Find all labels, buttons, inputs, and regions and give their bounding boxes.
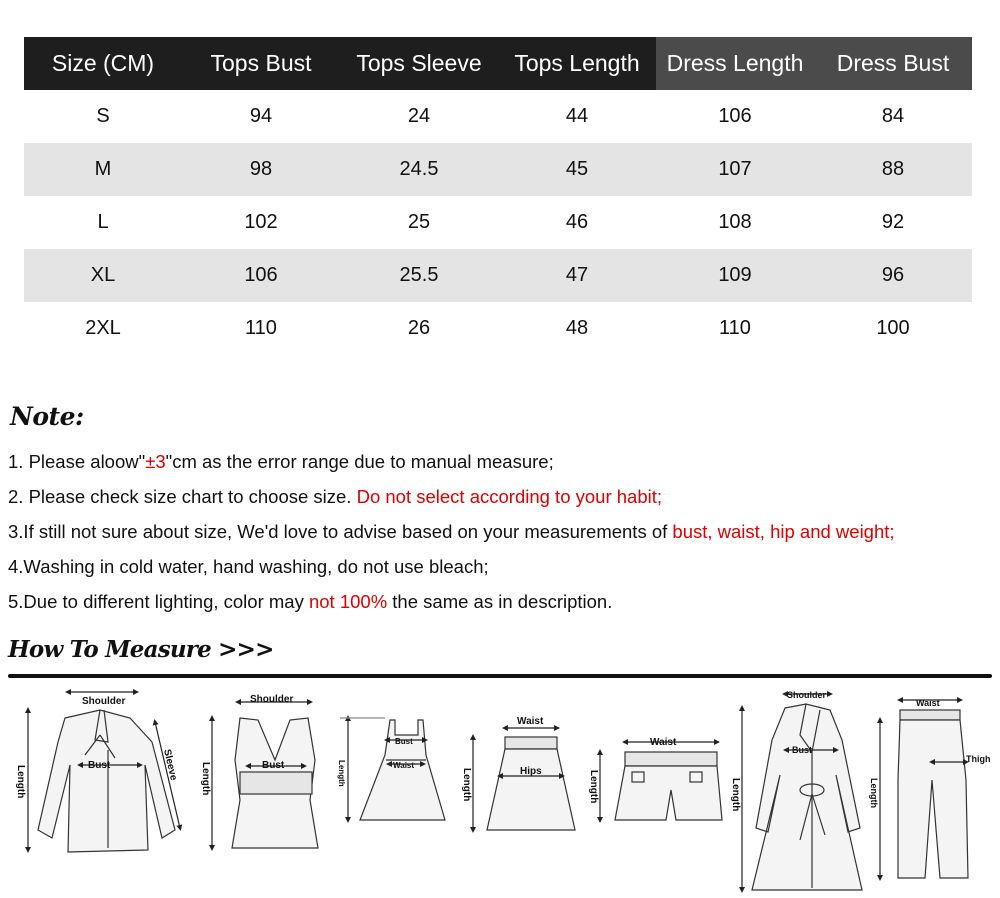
- table-cell: 98: [182, 143, 340, 196]
- table-header-row: [24, 37, 972, 90]
- header-tops-bust: Tops Bust: [182, 37, 340, 90]
- label-length: Length: [588, 770, 599, 804]
- label-waist: Waist: [517, 716, 544, 727]
- table-cell: 106: [182, 249, 340, 302]
- table-cell: 109: [656, 249, 814, 302]
- header-tops-length: Tops Length: [498, 37, 656, 90]
- section-divider: [8, 674, 992, 678]
- label-waist: Waist: [916, 698, 940, 708]
- measurement-diagrams: [0, 680, 1000, 898]
- note-highlight: bust, waist, hip and weight;: [672, 521, 895, 542]
- table-cell: 47: [498, 249, 656, 302]
- table-cell: 107: [656, 143, 814, 196]
- note-line-2: [8, 486, 662, 508]
- label-length: Length: [337, 760, 346, 787]
- note-text: "cm as the error range due to manual measure;: [165, 451, 554, 472]
- shorts-diagram: [600, 742, 722, 820]
- label-length: Length: [200, 762, 211, 796]
- table-cell: 110: [719, 317, 751, 339]
- how-to-measure-title: How To Measure >>>: [8, 636, 274, 663]
- label-waist: Waist: [650, 737, 677, 748]
- note-text: 4.Washing in cold water, hand washing, do not use bleach;: [8, 556, 489, 577]
- header-size: Size (CM): [24, 37, 182, 90]
- skirt-diagram: [473, 728, 575, 830]
- label-waist: Waist: [393, 761, 415, 770]
- note-line-3: [8, 521, 895, 543]
- header-dress-bust: Dress Bust: [814, 37, 972, 90]
- table-cell: S: [96, 105, 110, 127]
- table-row: [24, 249, 972, 302]
- table-cell: 26: [407, 317, 431, 339]
- note-text: 2. Please check size chart to choose size.: [8, 486, 357, 507]
- label-length: Length: [15, 765, 26, 799]
- table-cell: 24.5: [340, 143, 498, 196]
- label-length: Length: [461, 768, 472, 802]
- label-length: Length: [869, 778, 879, 808]
- note-highlight: not 100%: [308, 591, 388, 612]
- table-cell: XL: [24, 249, 182, 302]
- table-cell: 25: [407, 211, 431, 233]
- table-cell: 106: [718, 105, 752, 127]
- blouse-diagram: [28, 692, 180, 852]
- label-thigh: Thigh: [966, 754, 991, 764]
- label-sleeve: Sleeve: [161, 748, 179, 782]
- table-cell: 110: [245, 317, 277, 339]
- table-cell: 84: [881, 105, 905, 127]
- label-shoulder: Shoulder: [82, 696, 126, 707]
- label-hips: Hips: [520, 766, 542, 777]
- table-cell: 24: [407, 105, 431, 127]
- table-cell: 2XL: [85, 317, 121, 339]
- table-row: [24, 196, 972, 249]
- note-highlight: ±3: [145, 451, 166, 472]
- header-tops-sleeve: Tops Sleeve: [340, 37, 498, 90]
- table-cell: 102: [244, 211, 278, 233]
- table-cell: 108: [718, 211, 752, 233]
- table-cell: 100: [876, 317, 910, 339]
- label-shoulder: Shoulder: [250, 694, 294, 705]
- header-dress-length: Dress Length: [656, 37, 814, 90]
- label-bust: Bust: [88, 760, 111, 771]
- note-text: the same as in description.: [387, 591, 613, 612]
- note-highlight: Do not select according to your habit;: [356, 486, 663, 507]
- table-cell: 92: [881, 211, 905, 233]
- table-cell: 96: [814, 249, 972, 302]
- table-cell: 94: [249, 105, 273, 127]
- table-row: [24, 143, 972, 196]
- note-text: 3.If still not sure about size, We'd love to advise based on your measurements of: [8, 521, 673, 542]
- table-cell: 45: [498, 143, 656, 196]
- trousers-diagram: [880, 700, 968, 878]
- note-title: Note:: [10, 402, 84, 431]
- label-bust: Bust: [395, 737, 413, 746]
- note-line-4: [8, 556, 489, 578]
- table-cell: 88: [814, 143, 972, 196]
- table-cell: 44: [565, 105, 589, 127]
- coat-dress-diagram: [742, 694, 862, 890]
- label-length: Length: [730, 778, 741, 812]
- note-text: 1. Please aloow": [8, 451, 146, 472]
- tank-top-diagram: [212, 702, 318, 848]
- note-text: 5.Due to different lighting, color may: [8, 591, 309, 612]
- table-row: [24, 90, 972, 143]
- label-bust: Bust: [262, 760, 285, 771]
- note-line-5: [8, 591, 612, 613]
- table-cell: 25.5: [340, 249, 498, 302]
- table-cell: L: [97, 211, 109, 233]
- label-bust: Bust: [792, 745, 812, 755]
- label-shoulder: Shoulder: [787, 690, 827, 700]
- table-cell: 46: [565, 211, 589, 233]
- table-cell: 48: [565, 317, 589, 339]
- table-row: [24, 302, 972, 355]
- size-chart-table: [24, 37, 972, 355]
- table-cell: M: [24, 143, 182, 196]
- note-line-1: [8, 451, 554, 473]
